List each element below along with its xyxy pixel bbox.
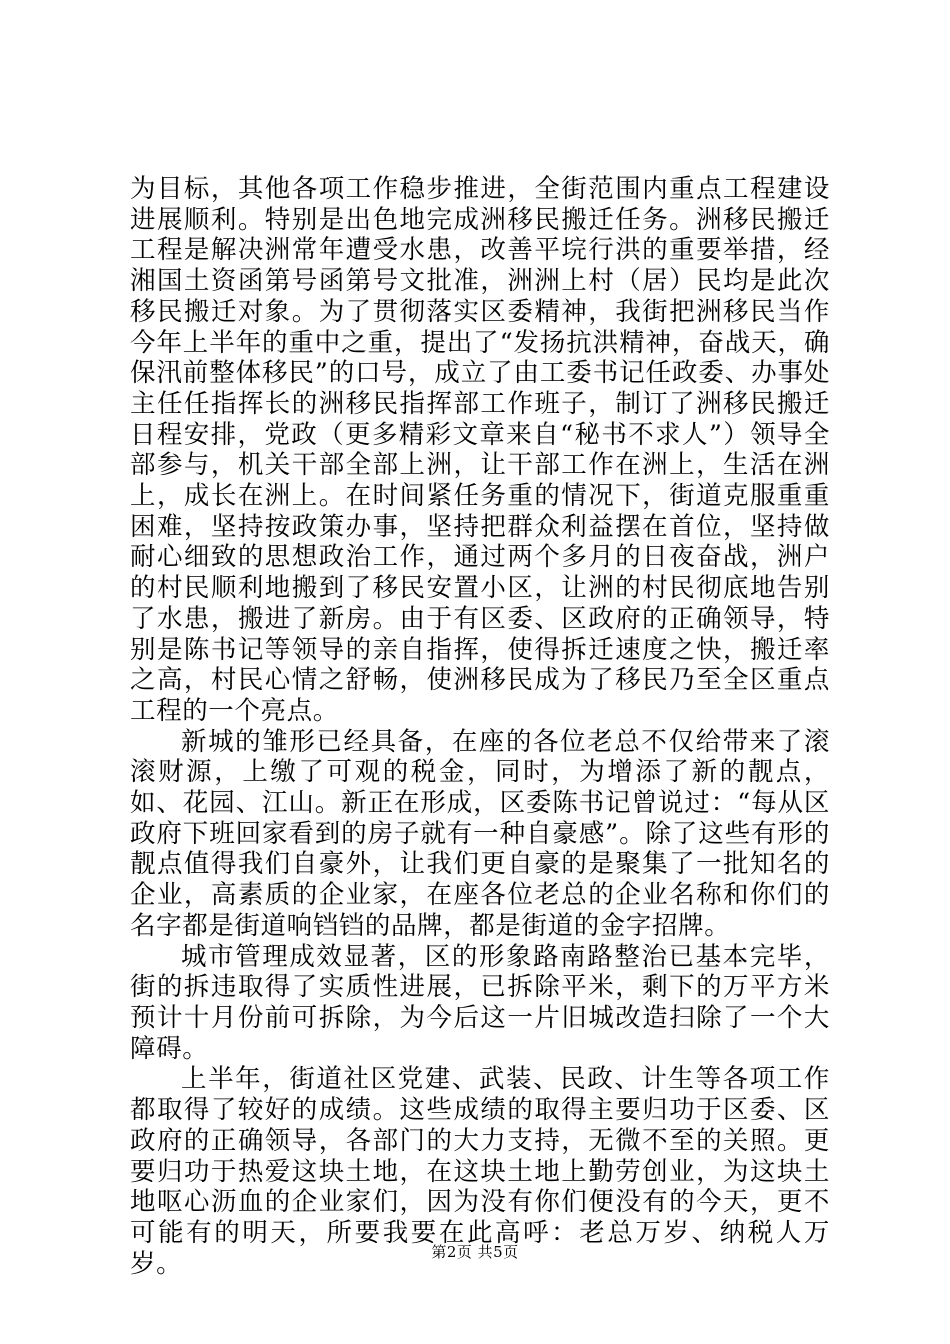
paragraph-first-half-summary: 上半年，街道社区党建、武装、民政、计生等各项工作都取得了较好的成绩。这些成绩的取得主要归功于区委、区政府的正确领导，各部门的大力支持，无微不至的关照。更要归功于热爱这块土地，在这块土地上勤劳创业，为这块土地呕心沥血的企业家们，因为没有你们便没有的今天，更不可能有的明天，所要我要在此高呼：老总万岁、纳税人万岁。 — [130, 1064, 830, 1279]
document-body — [130, 174, 830, 1279]
paragraph-relocation-project: 为目标，其他各项工作稳步推进，全街范围内重点工程建设进展顺利。特别是出色地完成洲移民搬迁任务。洲移民搬迁工程是解决洲常年遭受水患，改善平垸行洪的重要举措，经湘国土资函第号函第号文批准，洲洲上村（居）民均是此次移民搬迁对象。为了贯彻落实区委精神，我街把洲移民当作今年上半年的重中之重，提出了“发扬抗洪精神，奋战天，确保汛前整体移民”的口号，成立了由工委书记任政委、办事处主任任指挥长的洲移民指挥部工作班子，制订了洲移民搬迁日程安排，党政（更多精彩文章来自“秘书不求人”）领导全部参与，机关干部全部上洲，让干部工作在洲上，生活在洲上，成长在洲上。在时间紧任务重的情况下，街道克服重重困难，坚持按政策办事，坚持把群众利益摆在首位，坚持做耐心细致的思想政治工作，通过两个多月的日夜奋战，洲户的村民顺利地搬到了移民安置小区，让洲的村民彻底地告别了水患，搬进了新房。由于有区委、区政府的正确领导，特别是陈书记等领导的亲自指挥，使得拆迁速度之快，搬迁率之高，村民心情之舒畅，使洲移民成为了移民乃至全区重点工程的一个亮点。 — [130, 174, 830, 726]
page-number-footer: 第2页 共5页 — [431, 1243, 519, 1261]
paragraph-new-city: 新城的雏形已经具备，在座的各位老总不仅给带来了滚滚财源，上缴了可观的税金，同时，为增添了新的靓点，如、花园、江山。新正在形成，区委陈书记曾说过：“每从区政府下班回家看到的房子就有一种自豪感”。除了这些有形的靓点值得我们自豪外，让我们更自豪的是聚集了一批知名的企业，高素质的企业家，在座各位老总的企业名称和你们的名字都是街道响铛铛的品牌，都是街道的金字招牌。 — [130, 726, 830, 941]
paragraph-city-management: 城市管理成效显著，区的形象路南路整治已基本完毕，街的拆违取得了实质性进展，已拆除平米，剩下的万平方米预计十月份前可拆除，为今后这一片旧城改造扫除了一个大障碍。 — [130, 941, 830, 1064]
